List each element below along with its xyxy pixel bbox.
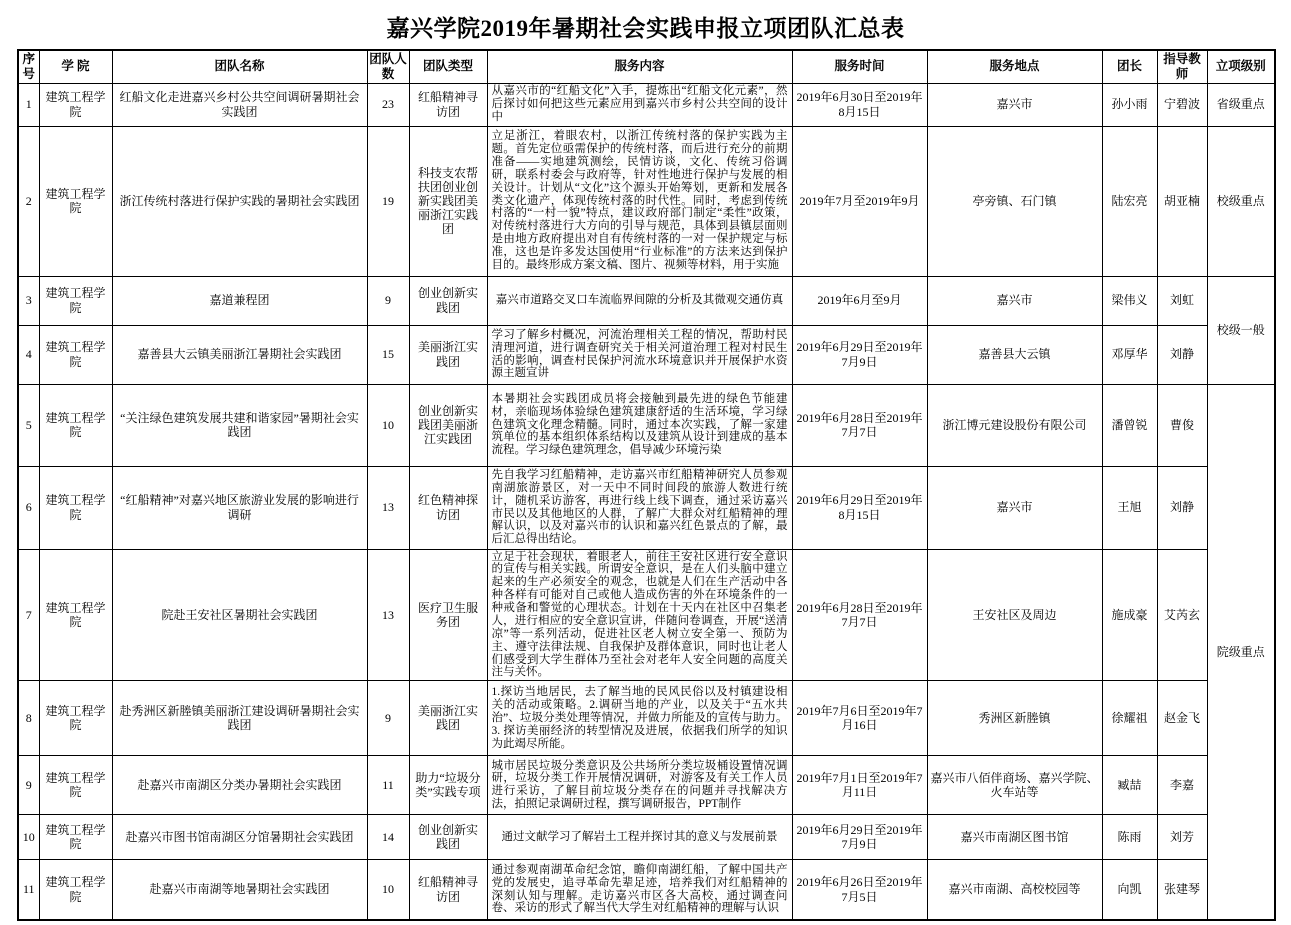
cell-service-content: 本暑期社会实践团成员将会接触到最先进的绿色节能建材，亲临现场体验绿色建筑建康舒适的生活环境，学习绿色建筑文化理念精髓。同时，通过本次实践，了解一家建筑单位的基本组织体系结构以及建筑从设计到建成的基本流程。学习绿色建筑理念，倡导减少环境污染 — [487, 384, 792, 466]
cell-leader: 臧喆 — [1102, 756, 1157, 815]
cell-service-time: 2019年6月29日至2019年7月9日 — [792, 325, 927, 384]
cell-service-content: 城市居民垃圾分类意识及公共场所分类垃圾桶设置情况调研，垃圾分类工作开展情况调研，对游客及有关工作人员进行采访，了解目前垃圾分类存在的问题并寻找解决方法，拍照记录调研过程，撰写调研报告，PPT制作 — [487, 756, 792, 815]
cell-team-size: 10 — [367, 860, 409, 920]
cell-no: 5 — [18, 384, 39, 466]
cell-college: 建筑工程学院 — [39, 83, 112, 126]
column-header-9: 指导教师 — [1157, 50, 1207, 83]
column-header-1: 学 院 — [39, 50, 112, 83]
table-row — [18, 126, 1275, 276]
cell-team-name: 浙江传统村落进行保护实践的暑期社会实践团 — [112, 126, 367, 276]
cell-team-name: 嘉善县大云镇美丽浙江暑期社会实践团 — [112, 325, 367, 384]
cell-team-size: 23 — [367, 83, 409, 126]
table-row — [18, 860, 1275, 920]
cell-no: 2 — [18, 126, 39, 276]
cell-team-name: 嘉道兼程团 — [112, 276, 367, 325]
cell-service-place: 嘉兴市八佰伴商场、嘉兴学院、火车站等 — [927, 756, 1102, 815]
cell-team-size: 15 — [367, 325, 409, 384]
cell-team-size: 11 — [367, 756, 409, 815]
cell-service-time: 2019年6月29日至2019年7月9日 — [792, 815, 927, 860]
column-header-5: 服务内容 — [487, 50, 792, 83]
cell-team-name: 院赴王安社区暑期社会实践团 — [112, 549, 367, 681]
summary-table — [17, 49, 1276, 921]
cell-advisor: 赵金飞 — [1157, 681, 1207, 756]
column-header-3: 团队人数 — [367, 50, 409, 83]
cell-team-type: 助力“垃圾分类”实践专项 — [409, 756, 487, 815]
cell-advisor: 刘静 — [1157, 466, 1207, 549]
cell-service-place: 亭旁镇、石门镇 — [927, 126, 1102, 276]
column-header-0: 序号 — [18, 50, 39, 83]
cell-no: 1 — [18, 83, 39, 126]
table-row — [18, 325, 1275, 384]
cell-service-time: 2019年6月至9月 — [792, 276, 927, 325]
cell-service-time: 2019年7月至2019年9月 — [792, 126, 927, 276]
cell-service-time: 2019年7月6日至2019年7月16日 — [792, 681, 927, 756]
cell-service-time: 2019年7月1日至2019年7月11日 — [792, 756, 927, 815]
cell-team-type: 医疗卫生服务团 — [409, 549, 487, 681]
cell-advisor: 李嘉 — [1157, 756, 1207, 815]
cell-service-content: 1.探访当地居民，去了解当地的民风民俗以及村镇建设相关的活动或策略。2.调研当地的产业，以及关于“五水共治”、垃圾分类处理等情况，并做力所能及的宣传与助力。3. 探访美丽经济的转型情况及进展，依据我们所学的知识为此竭尽所能。 — [487, 681, 792, 756]
column-header-4: 团队类型 — [409, 50, 487, 83]
cell-team-type: 美丽浙江实践团 — [409, 681, 487, 756]
cell-team-size: 10 — [367, 384, 409, 466]
cell-team-name: 赴嘉兴市南湖区分类办暑期社会实践团 — [112, 756, 367, 815]
cell-team-type: 创业创新实践团 — [409, 815, 487, 860]
column-header-8: 团长 — [1102, 50, 1157, 83]
cell-leader: 向凯 — [1102, 860, 1157, 920]
column-header-10: 立项级别 — [1207, 50, 1275, 83]
cell-college: 建筑工程学院 — [39, 756, 112, 815]
cell-service-place: 嘉兴市 — [927, 83, 1102, 126]
cell-no: 11 — [18, 860, 39, 920]
cell-leader: 施成豪 — [1102, 549, 1157, 681]
cell-leader: 梁伟义 — [1102, 276, 1157, 325]
cell-no: 7 — [18, 549, 39, 681]
cell-project-level: 校级一般 — [1207, 276, 1275, 384]
cell-advisor: 宁碧波 — [1157, 83, 1207, 126]
cell-service-time: 2019年6月30日至2019年8月15日 — [792, 83, 927, 126]
cell-service-time: 2019年6月28日至2019年7月7日 — [792, 384, 927, 466]
cell-project-level: 校级重点 — [1207, 126, 1275, 276]
cell-team-name: 赴秀洲区新塍镇美丽浙江建设调研暑期社会实践团 — [112, 681, 367, 756]
cell-no: 3 — [18, 276, 39, 325]
cell-team-type: 红船精神寻访团 — [409, 83, 487, 126]
cell-college: 建筑工程学院 — [39, 276, 112, 325]
cell-team-type: 创业创新实践团 — [409, 276, 487, 325]
table-body — [18, 83, 1275, 920]
cell-team-name: “红船精神”对嘉兴地区旅游业发展的影响进行调研 — [112, 466, 367, 549]
page-title: 嘉兴学院2019年暑期社会实践申报立项团队汇总表 — [386, 16, 905, 41]
table-row — [18, 815, 1275, 860]
cell-team-name: 赴嘉兴市南湖等地暑期社会实践团 — [112, 860, 367, 920]
cell-service-time: 2019年6月26日至2019年7月5日 — [792, 860, 927, 920]
cell-team-name: “关注绿色建筑发展共建和谐家园”暑期社会实践团 — [112, 384, 367, 466]
cell-college: 建筑工程学院 — [39, 384, 112, 466]
cell-service-place: 嘉兴市南湖区图书馆 — [927, 815, 1102, 860]
cell-service-place: 嘉兴市南湖、高校校园等 — [927, 860, 1102, 920]
cell-service-content: 通过参观南湖革命纪念馆，瞻仰南湖红船，了解中国共产党的发展史，追寻革命先辈足迹，培养我们对红船精神的深刻认知与理解。走访嘉兴市区各大高校，通过调查问卷、采访的形式了解当代大学生对红船精神的理解与认识 — [487, 860, 792, 920]
cell-college: 建筑工程学院 — [39, 126, 112, 276]
cell-team-size: 9 — [367, 276, 409, 325]
cell-advisor: 刘静 — [1157, 325, 1207, 384]
table-row — [18, 276, 1275, 325]
cell-no: 9 — [18, 756, 39, 815]
cell-advisor: 艾芮玄 — [1157, 549, 1207, 681]
cell-project-level: 院级重点 — [1207, 384, 1275, 920]
table-header — [18, 50, 1275, 83]
cell-service-place: 嘉兴市 — [927, 276, 1102, 325]
cell-advisor: 张建琴 — [1157, 860, 1207, 920]
cell-team-type: 美丽浙江实践团 — [409, 325, 487, 384]
cell-college: 建筑工程学院 — [39, 815, 112, 860]
cell-college: 建筑工程学院 — [39, 549, 112, 681]
cell-service-place: 浙江博元建设股份有限公司 — [927, 384, 1102, 466]
cell-advisor: 胡亚楠 — [1157, 126, 1207, 276]
cell-college: 建筑工程学院 — [39, 325, 112, 384]
cell-college: 建筑工程学院 — [39, 466, 112, 549]
cell-no: 6 — [18, 466, 39, 549]
cell-team-type: 红船精神寻访团 — [409, 860, 487, 920]
cell-no: 10 — [18, 815, 39, 860]
cell-college: 建筑工程学院 — [39, 681, 112, 756]
cell-team-type: 创业创新实践团美丽浙江实践团 — [409, 384, 487, 466]
cell-college: 建筑工程学院 — [39, 860, 112, 920]
cell-no: 4 — [18, 325, 39, 384]
cell-team-name: 红船文化走进嘉兴乡村公共空间调研暑期社会实践团 — [112, 83, 367, 126]
cell-service-place: 秀洲区新塍镇 — [927, 681, 1102, 756]
table-row — [18, 466, 1275, 549]
cell-leader: 邓厚华 — [1102, 325, 1157, 384]
cell-service-place: 嘉兴市 — [927, 466, 1102, 549]
table-row — [18, 549, 1275, 681]
cell-service-content: 通过文献学习了解岩土工程并探讨其的意义与发展前景 — [487, 815, 792, 860]
cell-advisor: 刘芳 — [1157, 815, 1207, 860]
cell-no: 8 — [18, 681, 39, 756]
cell-team-type: 红色精神探访团 — [409, 466, 487, 549]
cell-service-content: 嘉兴市道路交叉口车流临界间隙的分析及其微观交通仿真 — [487, 276, 792, 325]
cell-team-type: 科技支农帮扶团创业创新实践团美丽浙江实践团 — [409, 126, 487, 276]
cell-team-size: 13 — [367, 466, 409, 549]
table-row — [18, 83, 1275, 126]
cell-team-size: 14 — [367, 815, 409, 860]
cell-leader: 徐耀祖 — [1102, 681, 1157, 756]
cell-leader: 潘曾锐 — [1102, 384, 1157, 466]
header-row — [18, 50, 1275, 83]
cell-service-content: 先自我学习红船精神，走访嘉兴市红船精神研究人员参观南湖旅游景区，对一天中不同时间段的旅游人数进行统计，随机采访游客，再进行线上线下调查，通过采访嘉兴市民以及其他地区的人群，了解广大群众对红船精神的理解认识，以及对嘉兴市的认识和嘉兴红色景点的了解，最后汇总得出结论。 — [487, 466, 792, 549]
cell-advisor: 曹俊 — [1157, 384, 1207, 466]
cell-leader: 陈雨 — [1102, 815, 1157, 860]
table-row — [18, 681, 1275, 756]
cell-leader: 孙小雨 — [1102, 83, 1157, 126]
cell-service-content: 学习了解乡村概况，河流治理相关工程的情况，帮助村民清理河道，进行调查研究关于相关河道治理工程对村民生活的影响，调查村民保护河流水环境意识并开展保护水资源主题宣讲 — [487, 325, 792, 384]
cell-leader: 王旭 — [1102, 466, 1157, 549]
cell-team-size: 13 — [367, 549, 409, 681]
column-header-7: 服务地点 — [927, 50, 1102, 83]
cell-project-level: 省级重点 — [1207, 83, 1275, 126]
column-header-2: 团队名称 — [112, 50, 367, 83]
table-row — [18, 384, 1275, 466]
cell-service-content: 立足于社会现状，着眼老人，前往王安社区进行安全意识的宣传与相关实践。所谓安全意识，是在人们头脑中建立起来的生产必须安全的观念，也就是人们在生产活动中各种各样有可能对自己或他人造成伤害的外在环境条件的一种戒备和警觉的心理状态。计划在十天内在社区中召集老人，进行相应的安全意识宣讲，伴随问卷调查，开展“送清凉”等一系列活动，促进社区老人树立安全第一、预防为主、遵守法律法规、自我保护及群体意识，同时也让老人们感受到大学生群体乃至社会对老年人安全问题的高度关注与关怀。 — [487, 549, 792, 681]
cell-service-content: 立足浙江，着眼农村，以浙江传统村落的保护实践为主题。首先定位亟需保护的传统村落，而后进行充分的前期准备——实地建筑测绘，民情访谈，文化、传统习俗调研，联系村委会与政府等，针对性地进行保护与发展的相关设计。计划从“文化”这个源头开始筹划，更新和发展各类文化遗产，体现传统村落的时代性。同时，考虑到传统村落的“一村一貌”特点，建议政府部门制定“柔性”政策，对传统村落进行大方向的引导与规范，具体到县镇层面则是由地方政府提出对自有传统村落的一对一保护规定与标准，这也是许多发达国使用“行业标准”的方法来达到保护目的。最终形成方案文稿、图片、视频等材料，用于实施 — [487, 126, 792, 276]
cell-team-size: 9 — [367, 681, 409, 756]
cell-team-name: 赴嘉兴市图书馆南湖区分馆暑期社会实践团 — [112, 815, 367, 860]
cell-team-size: 19 — [367, 126, 409, 276]
cell-service-time: 2019年6月28日至2019年7月7日 — [792, 549, 927, 681]
cell-service-place: 嘉善县大云镇 — [927, 325, 1102, 384]
column-header-6: 服务时间 — [792, 50, 927, 83]
table-row — [18, 756, 1275, 815]
cell-service-time: 2019年6月29日至2019年8月15日 — [792, 466, 927, 549]
cell-leader: 陆宏亮 — [1102, 126, 1157, 276]
cell-service-place: 王安社区及周边 — [927, 549, 1102, 681]
cell-service-content: 从嘉兴市的“红船文化”入手，提炼出“红船文化元素”，然后探讨如何把这些元素应用到嘉兴市乡村公共空间的设计中 — [487, 83, 792, 126]
cell-advisor: 刘虹 — [1157, 276, 1207, 325]
